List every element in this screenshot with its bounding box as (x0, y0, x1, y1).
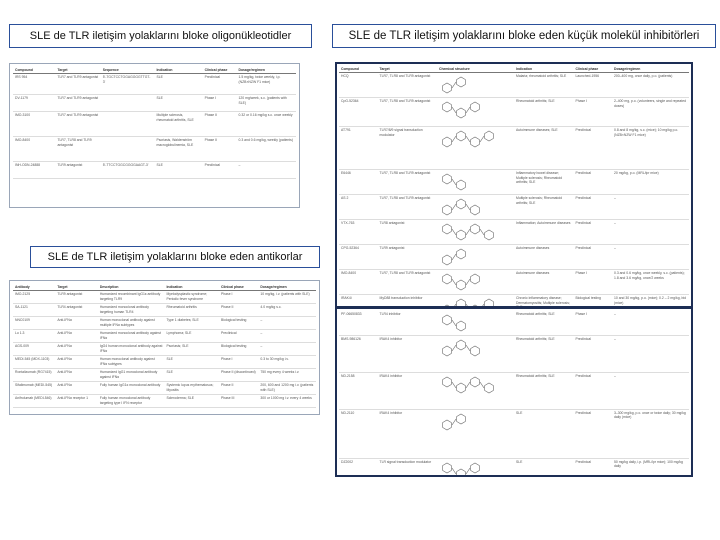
antibody-header-4: Clinical phase (219, 284, 258, 291)
oligo-cell: TLR7 and TLR9 antagonist (55, 112, 100, 137)
oligo-cell: SLE (154, 95, 202, 112)
chemical-structure-icon (439, 128, 499, 150)
table-row (13, 317, 316, 330)
oligo-table (13, 67, 296, 179)
antibody-cell: Phase III (219, 395, 258, 408)
oligo-cell: 0.3 and 0.6 mg/kg, weekly (patients) (237, 137, 296, 162)
small-molecule-cell: IRAK4i (339, 295, 378, 308)
oligo-cell: DV-1179 (13, 95, 55, 112)
small-molecule-cell: Inflammation; Autoimmune diseases (514, 220, 574, 245)
small-molecule-cell: SLE (514, 410, 574, 459)
oligo-cell: Phase II (203, 112, 237, 137)
small-molecule-cell: TLR4 inhibitor (378, 311, 438, 336)
oligo-header-2: Sequence (101, 67, 155, 74)
small-molecule-cell: Preclinical (574, 195, 613, 220)
small-molecule-table-sheet-2 (335, 307, 693, 477)
small-molecule-table-2 (339, 311, 689, 477)
table-row (339, 220, 689, 245)
table-row (339, 410, 689, 459)
antibody-cell: IgG4 human monoclonal antibody against IFNα (98, 343, 165, 356)
small-molecule-cell (437, 336, 514, 373)
small-molecule-cell: Chronic inflammatory disease; Dermatomyositis; Multiple sclerosis; (514, 295, 574, 308)
antibody-cell: Anti-IFNα (55, 382, 97, 395)
small-molecule-cell (437, 459, 514, 478)
oligo-cell: 5'-TTCCTGGCGGGGAAGT-3' (101, 162, 155, 179)
antibody-cell: Type 1 diabetes; SLE (164, 317, 219, 330)
antibody-table-sheet (9, 280, 320, 415)
small-molecule-cell: Phase I (574, 270, 613, 295)
small-molecule-cell: Autoimmune diseases; SLE (514, 127, 574, 170)
small-molecule-cell: Rheumatoid arthritis; SLE (514, 98, 574, 127)
small-molecule-cell: MyD88 transduction inhibitor (378, 295, 438, 308)
chemical-structure-icon (439, 171, 499, 193)
oligo-cell (101, 112, 155, 137)
small-molecule-cell: Launched-1956 (574, 73, 613, 98)
oligo-header-1: Target (55, 67, 100, 74)
table-row (339, 170, 689, 195)
antibody-header-1: Target (55, 284, 97, 291)
oligo-cell: IMO-8400 (13, 137, 55, 162)
oligo-cell: Phase II (203, 137, 237, 162)
chemical-structure-icon (439, 74, 499, 96)
small-molecule-cell: Preclinical (574, 373, 613, 410)
antibody-cell: Anti-IFNα receptor 1 (55, 395, 97, 408)
antibody-header-2: Description (98, 284, 165, 291)
antibody-cell: MEDI-545 (MDX-1103) (13, 356, 55, 369)
small-molecule-cell: Preclinical (574, 127, 613, 170)
chemical-structure-icon (439, 221, 499, 243)
small-molecule-cell: IMO-8400 (339, 270, 378, 295)
antibody-cell: Systemic lupus erythematosus; Myositis (164, 382, 219, 395)
small-molecule-cell: Preclinical (574, 410, 613, 459)
small-molecule-cell: ND-2110 (339, 410, 378, 459)
small-molecule-cell: 50 mg/kg daily, i.p. (MRL/lpr mice); 100 mg/kg daily (612, 459, 689, 478)
oligo-cell: 5'-TGCTCCTGGAGGGGTTGT-3' (101, 74, 155, 95)
oligo-cell: SLE (154, 74, 202, 95)
table-row (13, 95, 296, 112)
antibody-cell: SA-1121 (13, 304, 55, 317)
small-molecule-cell: – (612, 311, 689, 336)
small-molecule-cell: TLR8 antagonist (378, 220, 438, 245)
small-molecule-cell: TLR7, TLR8 and TLR9 antagonist (378, 170, 438, 195)
small-molecule-cell: 2–400 mg, p.o. (volunteers, single and repeated doses) (612, 98, 689, 127)
small-molecule-cell: 0.3 and 0.6 mg/kg, once weekly, s.c. (patients); 1.8 and 3.6 mg/kg, once/2 weeks (612, 270, 689, 295)
table-row (339, 270, 689, 295)
table-row (339, 311, 689, 336)
antibody-cell: Scleroderma; SLE (164, 395, 219, 408)
small-molecule-cell: Rheumatoid arthritis; SLE (514, 311, 574, 336)
antibody-cell: 300 or 1000 mg i.v. every 4 weeks (258, 395, 316, 408)
antibody-cell: Anti-IFNα (55, 356, 97, 369)
small-molecule-cell: – (612, 373, 689, 410)
antibody-cell: Rheumatoid arthritis (164, 304, 219, 317)
small-molecule-cell: Preclinical (574, 459, 613, 478)
antibody-cell: Phase I (219, 291, 258, 304)
small-molecule-cell: 3–300 mg/kg, p.o. once or twice daily; 30 mg/kg daily (mice) (612, 410, 689, 459)
antibody-cell: Phase II (219, 382, 258, 395)
oligo-cell: Preclinical (203, 74, 237, 95)
table-row (13, 330, 316, 343)
table-row (339, 98, 689, 127)
small-molecule-cell: – (612, 220, 689, 245)
oligo-cell: TLR7, TLR8 and TLR9 antagonist (55, 137, 100, 162)
small-molecule-cell (437, 170, 514, 195)
small-molecule-cell: Biological testing (574, 295, 613, 308)
oligo-header-4: Clinical phase (203, 67, 237, 74)
small-molecule-table-sheet-1 (335, 62, 693, 308)
antibody-header-0: Antibody (13, 284, 55, 291)
small-molecule-cell: Inflammatory bowel disease; Multiple sclerosis; Rheumatoid arthritis; SLE (514, 170, 574, 195)
antibody-cell: Human monoclonal antibody against multiple IFNα subtypes (98, 317, 165, 330)
oligo-title-banner (9, 24, 312, 48)
antibody-cell: Humanized monoclonal antibody against IFNα (98, 330, 165, 343)
small-molecule-cell: Preclinical (574, 245, 613, 270)
small-molecule-cell: TLR signal transduction modulator (378, 459, 438, 478)
small-molecule-header-0: Compound (339, 66, 378, 73)
table-row (339, 73, 689, 98)
small-molecule-cell: E6446 (339, 170, 378, 195)
oligo-title: SLE de TLR iletişim yolaklarını bloke oligonükleotidler (29, 30, 292, 42)
antibody-cell: Anti-IFNα (55, 343, 97, 356)
antibody-cell: Humanized recombinant IgG1κ antibody targeting TLR9 (98, 291, 165, 304)
chemical-structure-icon (439, 337, 499, 359)
antibody-cell: Sifalimumab (MEDI-545) (13, 382, 55, 395)
antibody-cell: Lu 1.3 (13, 330, 55, 343)
oligo-cell: Multiple sclerosis, rheumatoid arthritis, SLE (154, 112, 202, 137)
small-molecule-title: SLE de TLR iletişim yolaklarını bloke eden küçük molekül inhibitörleri (348, 30, 700, 42)
chemical-structure-icon (439, 99, 499, 121)
table-row (13, 356, 316, 369)
antibody-table (13, 284, 316, 408)
oligo-cell: 1.5 mg/kg, twice weekly, i.p. (NZB×NZW F1 mice) (237, 74, 296, 95)
small-molecule-cell: PF-06650833 (339, 311, 378, 336)
small-molecule-cell: Preclinical (574, 220, 613, 245)
chemical-structure-icon (439, 374, 499, 396)
small-molecule-cell: IRAK4 inhibitor (378, 373, 438, 410)
small-molecule-cell: 10 and 30 mg/kg, p.o. (mice); 0.2 – 2 mg/kg, bid (mice) (612, 295, 689, 308)
small-molecule-cell: Multiple sclerosis; Rheumatoid arthritis; SLE (514, 195, 574, 220)
small-molecule-cell: – (612, 195, 689, 220)
small-molecule-cell (437, 373, 514, 410)
oligo-cell: TLR7 and TLR9 antagonist (55, 74, 100, 95)
antibody-cell: Anti-IFNα (55, 369, 97, 382)
antibody-cell: 0.3 to 30 mg/kg i.v. (258, 356, 316, 369)
oligo-cell: TLR9 antagonist (55, 162, 100, 179)
oligo-header-0: Compound (13, 67, 55, 74)
oligo-cell: IMO-3100 (13, 112, 55, 137)
small-molecule-cell: TLR7, TLR8 and TLR9 antagonist (378, 195, 438, 220)
small-molecule-cell: – (612, 245, 689, 270)
chemical-structure-icon (439, 460, 499, 477)
oligo-cell: SLE (154, 162, 202, 179)
antibody-cell: 750 mg every 4 weeks i.v. (258, 369, 316, 382)
table-row (13, 291, 316, 304)
small-molecule-cell: SLE (514, 459, 574, 478)
small-molecule-cell: Preclinical (574, 336, 613, 373)
antibody-cell: Myelodysplastic syndrome; Periodic fever syndrome (164, 291, 219, 304)
small-molecule-cell: AT791 (339, 127, 378, 170)
small-molecule-cell: VTX-763 (339, 220, 378, 245)
table-row (339, 373, 689, 410)
antibody-cell: Lymphoma; SLE (164, 330, 219, 343)
table-row (13, 382, 316, 395)
small-molecule-cell (437, 98, 514, 127)
small-molecule-cell (437, 195, 514, 220)
antibody-cell: Phase II (discontinued) (219, 369, 258, 382)
antibody-cell: Fully human monoclonal antibody targeting type I IFN receptor (98, 395, 165, 408)
antibody-cell: TLR4 antagonist (55, 304, 97, 317)
table-row (339, 127, 689, 170)
small-molecule-cell (437, 220, 514, 245)
small-molecule-cell: TLR7, TLR8 and TLR9 antagonist (378, 98, 438, 127)
table-row (13, 112, 296, 137)
oligo-cell: INH-ODN-24888 (13, 162, 55, 179)
antibody-cell: Fully human IgG1κ monoclonal antibody (98, 382, 165, 395)
antibody-cell: Biological testing (219, 317, 258, 330)
small-molecule-cell (437, 245, 514, 270)
antibody-cell: Humanized IgG1 monoclonal antibody against IFNα (98, 369, 165, 382)
antibody-cell: NNC0109 (13, 317, 55, 330)
chemical-structure-icon (439, 196, 499, 218)
chemical-structure-icon (439, 246, 499, 268)
antibody-title-banner (30, 246, 320, 268)
antibody-cell: Psoriasis; SLE (164, 343, 219, 356)
small-molecule-cell (437, 127, 514, 170)
small-molecule-cell: TLR7, TLR8 and TLR9 antagonist (378, 270, 438, 295)
small-molecule-cell: Rheumatoid arthritis; SLE (514, 373, 574, 410)
table-row (339, 195, 689, 220)
small-molecule-cell: Autoimmune diseases (514, 270, 574, 295)
table-row (13, 162, 296, 179)
small-molecule-cell: 20 mg/kg, p.o. (MRL/lpr mice) (612, 170, 689, 195)
small-molecule-cell: 200–400 mg, once daily, p.o. (patients) (612, 73, 689, 98)
small-molecule-cell: TLR7, TLR8 and TLR9 antagonist (378, 73, 438, 98)
oligo-cell: Preclinical (203, 162, 237, 179)
table-row (339, 459, 689, 478)
table-row (13, 74, 296, 95)
small-molecule-cell: TLR9 antagonist (378, 245, 438, 270)
antibody-cell: Anti-IFNα (55, 317, 97, 330)
antibody-cell: Anti-IFNα (55, 330, 97, 343)
antibody-cell: 200, 600 and 1200 mg i.v. (patients with SLE) (258, 382, 316, 395)
antibody-cell: Anifrolumab (MEDI-546) (13, 395, 55, 408)
small-molecule-cell: ND-2158 (339, 373, 378, 410)
small-molecule-cell (437, 270, 514, 295)
small-molecule-cell: IRAK4 inhibitor (378, 336, 438, 373)
antibody-header-3: Indication (164, 284, 219, 291)
oligo-header-5: Dosage/regimen (237, 67, 296, 74)
antibody-cell: SLE (164, 369, 219, 382)
antibody-cell: – (258, 317, 316, 330)
table-row (13, 304, 316, 317)
oligo-cell: IRS 954 (13, 74, 55, 95)
small-molecule-cell: Phase I (574, 311, 613, 336)
small-molecule-cell: DZ2002 (339, 459, 378, 478)
antibody-cell: AGS-009 (13, 343, 55, 356)
antibody-cell: Humanized monoclonal antibody targeting human TLR4 (98, 304, 165, 317)
small-molecule-cell: IRAK4 inhibitor (378, 410, 438, 459)
antibody-cell: 10 mg/kg, i.v. (patients with SLE) (258, 291, 316, 304)
oligo-cell: Phase I (203, 95, 237, 112)
small-molecule-cell: – (612, 336, 689, 373)
antibody-cell: – (258, 343, 316, 356)
antibody-cell: 4.0 mg/kg s.c. (258, 304, 316, 317)
antibody-cell: Biological testing (219, 343, 258, 356)
small-molecule-header-5: Dosage/regimen (612, 66, 689, 73)
small-molecule-cell (437, 311, 514, 336)
oligo-header-3: Indication (154, 67, 202, 74)
small-molecule-title-banner (332, 24, 716, 48)
small-molecule-cell: Autoimmune diseases (514, 245, 574, 270)
antibody-cell: TLR9 antagonist (55, 291, 97, 304)
small-molecule-cell: Rheumatoid arthritis; SLE (514, 336, 574, 373)
antibody-cell: Preclinical (219, 330, 258, 343)
small-molecule-header-3: Indication (514, 66, 574, 73)
table-row (13, 369, 316, 382)
table-row (339, 245, 689, 270)
oligo-cell: Psoriasis, Waldenström macroglobulinemia, SLE (154, 137, 202, 162)
small-molecule-cell: Phase I (574, 98, 613, 127)
small-molecule-cell (437, 410, 514, 459)
chemical-structure-icon (439, 411, 499, 433)
antibody-cell: – (258, 330, 316, 343)
small-molecule-cell: Preclinical (574, 170, 613, 195)
small-molecule-cell: Malaria; rheumatoid arthritis; SLE (514, 73, 574, 98)
chemical-structure-icon (439, 312, 499, 334)
table-row (13, 395, 316, 408)
oligo-cell: 120 mg/week, s.c. (patients with SLE) (237, 95, 296, 112)
antibody-cell: Phase I (219, 356, 258, 369)
oligo-table-sheet (9, 63, 300, 208)
antibody-cell: SLE (164, 356, 219, 369)
small-molecule-cell: 0.8 and 8 mg/kg, s.c. (mice); 10 mg/kg p.o. (NZB×NZW F1 mice) (612, 127, 689, 170)
small-molecule-header-1: Target (378, 66, 438, 73)
oligo-cell: TLR7 and TLR9 antagonist (55, 95, 100, 112)
small-molecule-cell: TLR7/8/9 signal transduction modulator (378, 127, 438, 170)
oligo-cell (101, 95, 155, 112)
small-molecule-cell: CPG-52364 (339, 245, 378, 270)
chemical-structure-icon (439, 271, 499, 293)
oligo-cell: 0.32 or 0.16 mg/kg s.c. once weekly (237, 112, 296, 137)
oligo-cell (101, 137, 155, 162)
antibody-cell: IMO-2125 (13, 291, 55, 304)
small-molecule-header-4: Clinical phase (574, 66, 613, 73)
antibody-cell: Phase II (219, 304, 258, 317)
small-molecule-cell (437, 73, 514, 98)
antibody-title: SLE de TLR iletişim yolaklarını bloke eden antikorlar (47, 251, 303, 263)
antibody-cell: Human monoclonal antibody against IFNα subtypes (98, 356, 165, 369)
small-molecule-cell: HCQ (339, 73, 378, 98)
table-row (13, 137, 296, 162)
table-row (13, 343, 316, 356)
table-row (339, 336, 689, 373)
small-molecule-header-2: Chemical structure (437, 66, 514, 73)
antibody-cell: Rontalizumab (RG7415) (13, 369, 55, 382)
oligo-cell: – (237, 162, 296, 179)
small-molecule-cell: BMS-986126 (339, 336, 378, 373)
small-molecule-cell: CpG-52364 (339, 98, 378, 127)
small-molecule-table-1 (339, 66, 689, 308)
small-molecule-cell: AS 2 (339, 195, 378, 220)
antibody-header-5: Dosage/regimen (258, 284, 316, 291)
